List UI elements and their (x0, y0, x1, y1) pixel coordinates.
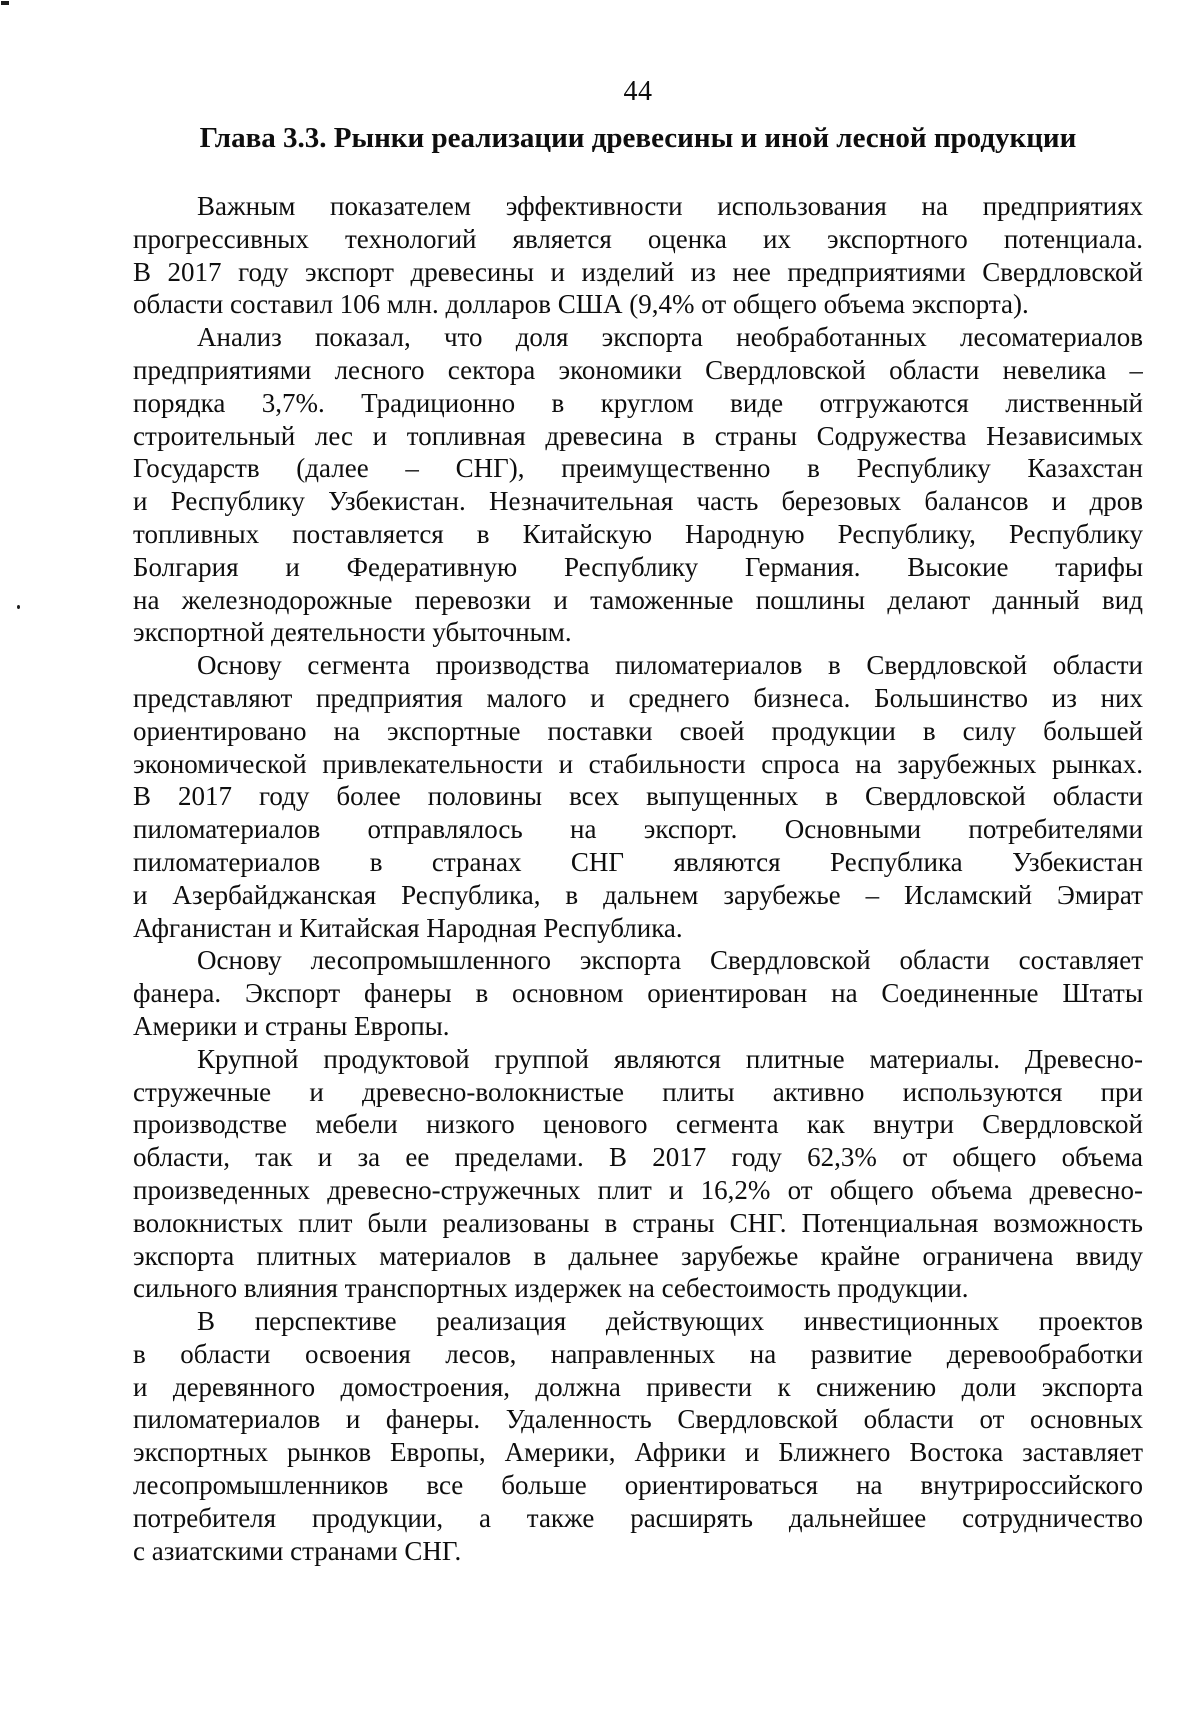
paragraph (133, 944, 1143, 1042)
text-line: Болгария и Федеративную Республику Германия. Высокие тарифы (133, 551, 1143, 582)
text-line: Америки и страны Европы. (133, 1010, 450, 1041)
text-line: Анализ показал, что доля экспорта необработанных лесоматериалов (197, 322, 1143, 353)
text-line: предприятиями лесного сектора экономики Свердловской области невелика – (133, 354, 1143, 385)
text-line: топливных поставляется в Китайскую Народную Республику, Республику (133, 518, 1143, 549)
text-line: экспортной деятельности убыточным. (133, 617, 572, 648)
text-line: фанера. Экспорт фанеры в основном ориентирован на Соединенные Штаты (133, 978, 1143, 1009)
text-line: представляют предприятия малого и среднего бизнеса. Большинство из них (133, 682, 1143, 713)
text-line: и Азербайджанская Республика, в дальнем зарубежье – Исламский Эмират (133, 879, 1143, 910)
text-line: волокнистых плит были реализованы в страны СНГ. Потенциальная возможность (133, 1207, 1143, 1238)
text-line: В 2017 году экспорт древесины и изделий из нее предприятиями Свердловской (133, 256, 1143, 287)
chapter-heading: Глава 3.3. Рынки реализации древесины и иной лесной продукции (199, 122, 1077, 154)
text-line: прогрессивных технологий является оценка их экспортного потенциала. (133, 223, 1143, 254)
text-line: пиломатериалов и фанеры. Удаленность Свердловской области от основных (133, 1404, 1143, 1435)
text-line: порядка 3,7%. Традиционно в круглом виде отгружаются лиственный (133, 387, 1143, 418)
text-line: области, так и за ее пределами. В 2017 году 62,3% от общего объема (133, 1142, 1143, 1173)
paragraph (133, 190, 1143, 321)
scan-artifact-corner (1, 1, 9, 5)
text-line: ориентировано на экспортные поставки своей продукции в силу большей (133, 715, 1143, 746)
text-line: произведенных древесно-стружечных плит и 16,2% от общего объема древесно- (133, 1174, 1143, 1205)
text-line: потребителя продукции, а также расширять дальнейшее сотрудничество (133, 1502, 1143, 1533)
text-line: Афганистан и Китайская Народная Республика. (133, 912, 683, 943)
text-line: В 2017 году более половины всех выпущенных в Свердловской области (133, 781, 1143, 812)
text-line: на железнодорожные перевозки и таможенные пошлины делают данный вид (133, 584, 1143, 615)
text-line: и деревянного домостроения, должна привести к снижению доли экспорта (133, 1371, 1143, 1402)
paragraph (133, 1305, 1143, 1567)
paragraph (133, 649, 1143, 944)
paragraph (133, 321, 1143, 649)
text-line: производстве мебели низкого ценового сегмента как внутри Свердловской (133, 1109, 1143, 1140)
text-line: в области освоения лесов, направленных на развитие деревообработки (133, 1338, 1143, 1369)
document-body (133, 190, 1143, 1567)
text-line: Основу сегмента производства пиломатериалов в Свердловской области (197, 650, 1143, 681)
text-line: экономической привлекательности и стабильности спроса на зарубежных рынках. (133, 748, 1143, 779)
scan-artifact-left-margin (17, 605, 20, 609)
text-line: с азиатскими странами СНГ. (133, 1535, 462, 1566)
text-line: Крупной продуктовой группой являются плитные материалы. Древесно- (197, 1043, 1143, 1074)
text-line: лесопромышленников все больше ориентироваться на внутрироссийского (133, 1470, 1143, 1501)
text-line: сильного влияния транспортных издержек на себестоимость продукции. (133, 1273, 969, 1304)
text-line: пиломатериалов в странах СНГ являются Республика Узбекистан (133, 846, 1143, 877)
text-line: стружечные и древесно-волокнистые плиты активно используются при (133, 1076, 1143, 1107)
text-line: пиломатериалов отправлялось на экспорт. Основными потребителями (133, 814, 1143, 845)
text-line: и Республику Узбекистан. Незначительная часть березовых балансов и дров (133, 486, 1143, 517)
paragraph (133, 1043, 1143, 1305)
page-content (133, 75, 1143, 1567)
text-line: области составил 106 млн. долларов США (9,4% от общего объема экспорта). (133, 289, 1029, 320)
text-line: экспортных рынков Европы, Америки, Африки и Ближнего Востока заставляет (133, 1437, 1143, 1468)
text-line: экспорта плитных материалов в дальнее зарубежье крайне ограничена ввиду (133, 1240, 1143, 1271)
text-line: Основу лесопромышленного экспорта Свердловской области составляет (197, 945, 1143, 976)
page-number: 44 (623, 76, 653, 107)
text-line: строительный лес и топливная древесина в страны Содружества Независимых (133, 420, 1143, 451)
text-line: В перспективе реализация действующих инвестиционных проектов (197, 1306, 1143, 1337)
text-line: Важным показателем эффективности использования на предприятиях (197, 191, 1143, 221)
text-line: Государств (далее – СНГ), преимущественно в Республику Казахстан (133, 453, 1143, 484)
